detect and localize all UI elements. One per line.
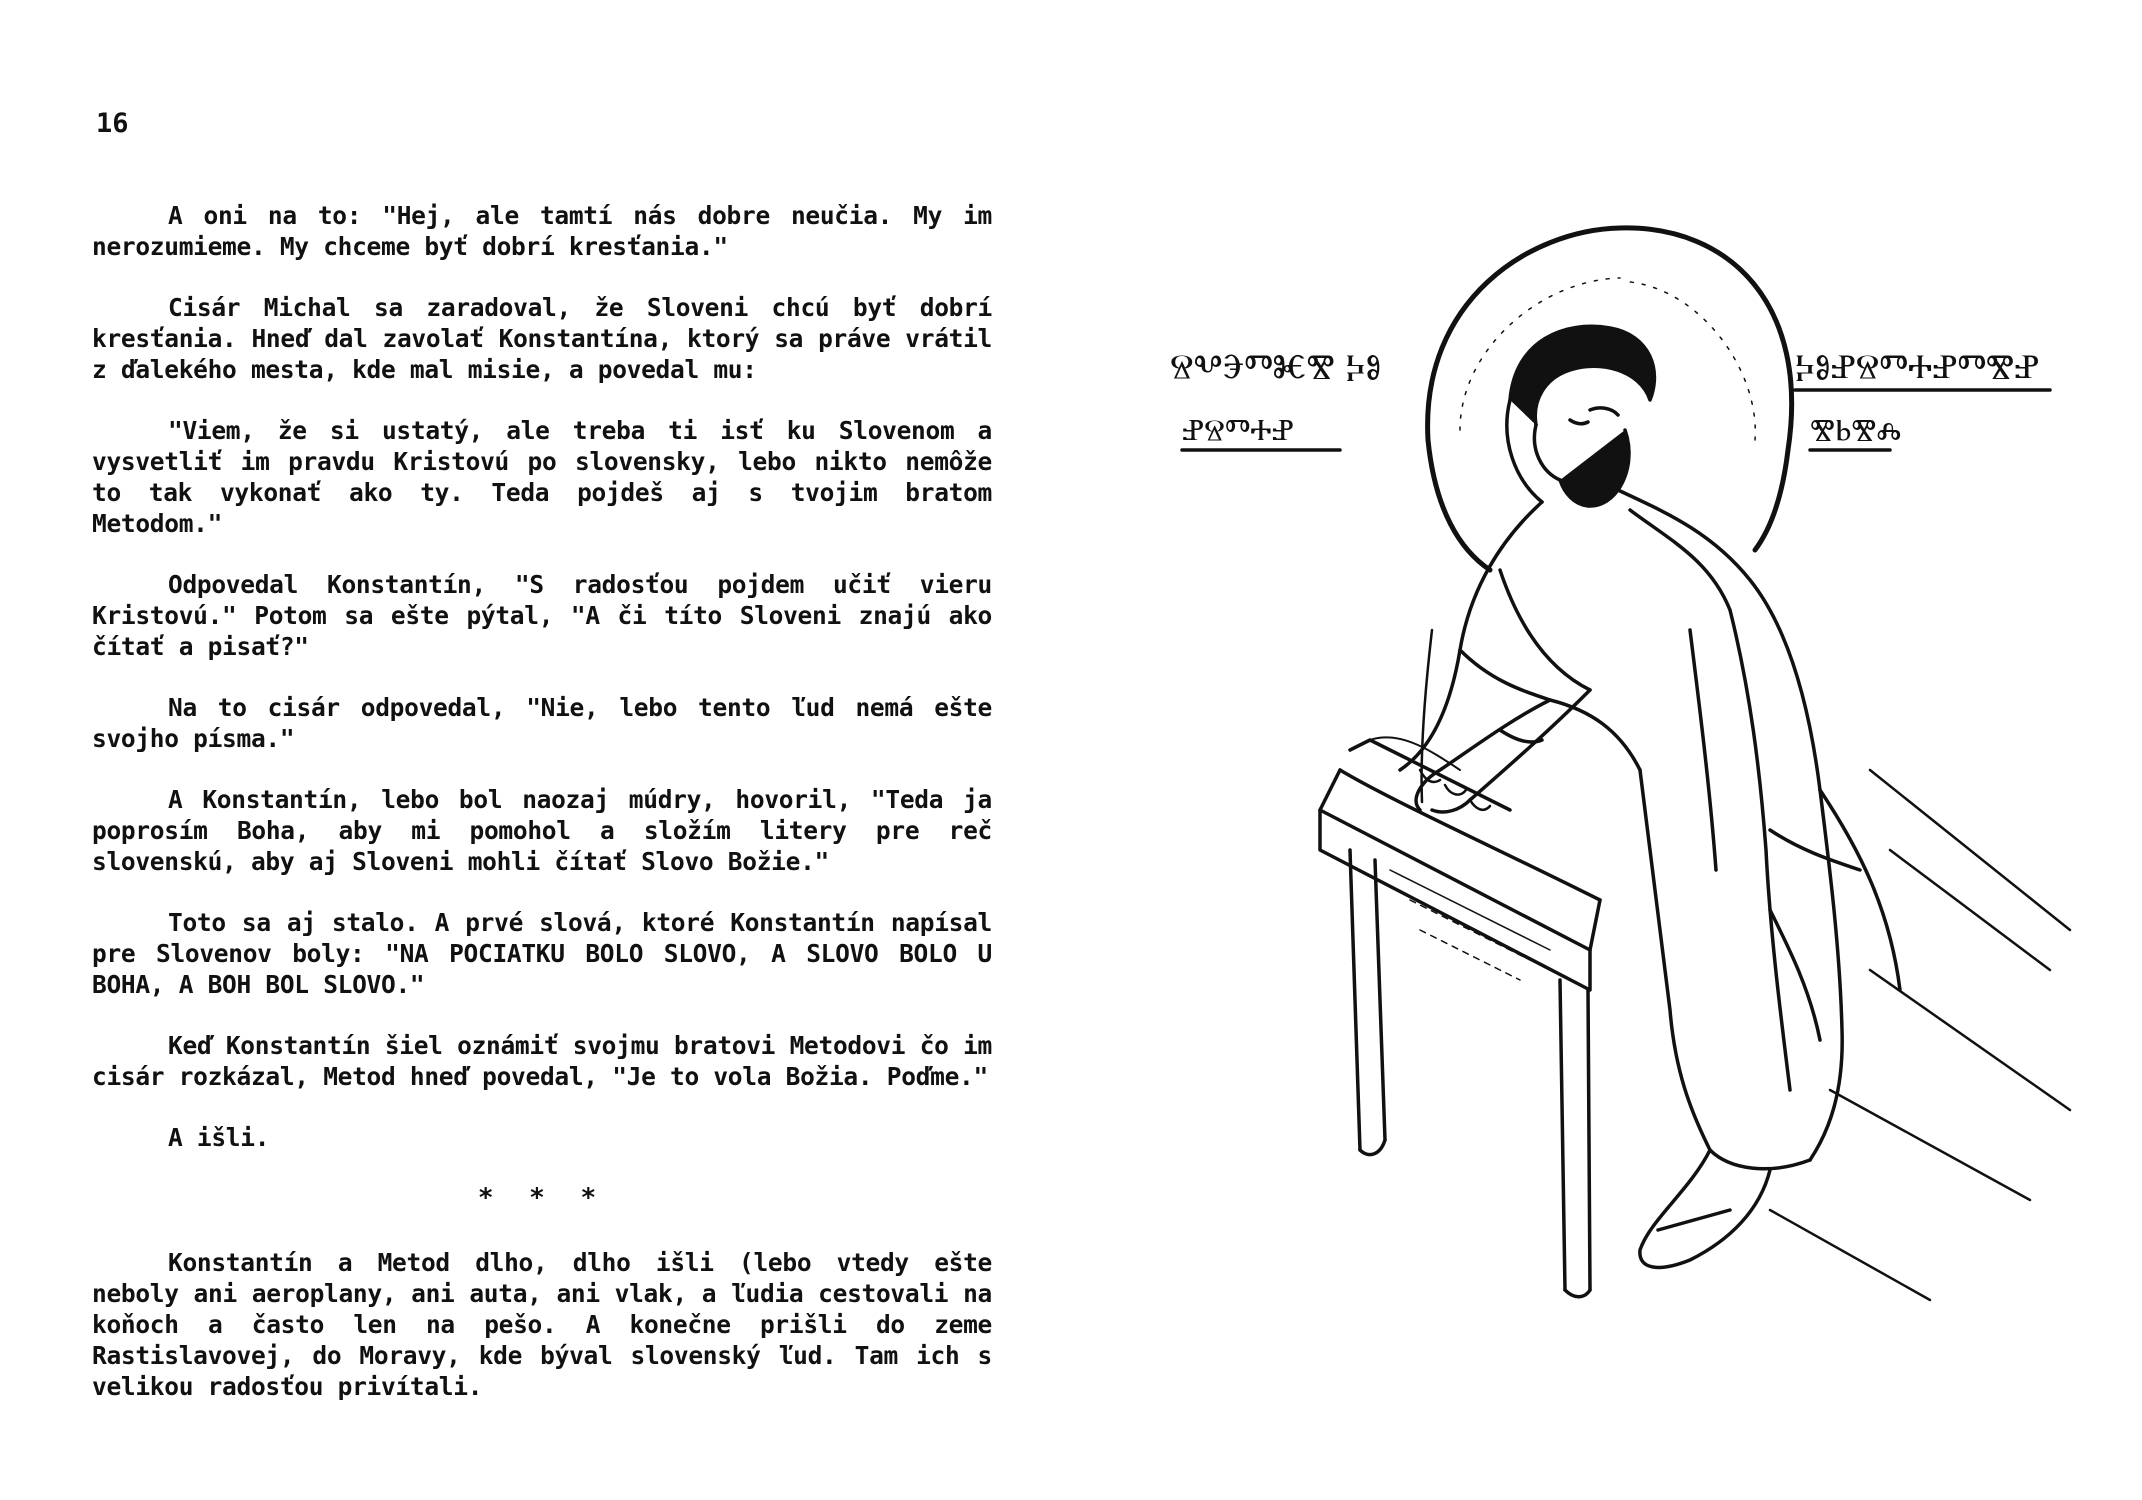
section-separator: * * * (477, 1183, 607, 1213)
paragraph: "Viem, že si ustatý, ale treba ti isť ku Slovenom a vysvetliť im pravdu Kristovú po slovensky, lebo nikto nemôže to tak vykonať ako ty. Teda pojdeš aj s tvojim bratom Metodom." (92, 416, 992, 538)
saint-illustration (1170, 210, 2130, 1360)
paragraph: A oni na to: "Hej, ale tamtí nás dobre neučia. My im nerozumieme. My chceme byť dobrí kresťania." (92, 201, 992, 261)
paragraph: Toto sa aj stalo. A prvé slová, ktoré Konstantín napísal pre Slovenov boly: "NA POCIATKU BOLO SLOVO, A SLOVO BOLO U BOHA, A BOH BOL SLOVO." (92, 908, 992, 999)
caption-right-line2: ⰊⰓⰊⰎ (1810, 413, 1902, 448)
writing-arm (1416, 630, 1590, 812)
caption-right-line1: ⰍⰑⰐⰔⰕⰀⰐⰕⰊⰐ (1795, 347, 2040, 387)
floor-lines (1770, 770, 2070, 1300)
head (1507, 326, 1655, 506)
text-column (92, 200, 992, 1432)
caption-left-line1: ⰔⰂⰅⰕⰨⰊ ⰍⰑ (1170, 347, 1382, 387)
paragraph: A išli. (168, 1123, 270, 1152)
closing-paragraph: Konstantín a Metod dlho, dlho išli (lebo vtedy ešte neboly ani aeroplany, ani auta, ani vlak, a ľudia cestovali na koňoch a často len na pešo. A konečne prišli do zeme Rastislavovej, do Moravy, kde býval slovenský ľud. Tam ich s velikou radosťou privítali. (92, 1248, 992, 1401)
writing-desk (1320, 737, 1600, 1296)
paragraph: Odpovedal Konstantín, "S radosťou pojdem učiť vieru Kristovú." Potom sa ešte pýtal, "A či títo Sloveni znajú ako čítať a pisať?" (92, 570, 992, 661)
paragraph: Cisár Michal sa zaradoval, že Sloveni chcú byť dobrí kresťania. Hneď dal zavolať Konstantína, ktorý sa práve vrátil z ďalekého mesta, kde mal misie, a povedal mu: (92, 293, 992, 384)
paragraph: Na to cisár odpovedal, "Nie, lebo tento ľud nemá ešte svojho písma." (92, 693, 992, 753)
figure-robe (1400, 490, 1900, 1169)
page-number: 16 (96, 108, 129, 139)
caption-left-line2: ⰐⰔⰕⰀⰐ (1182, 413, 1294, 448)
paragraph: Keď Konstantín šiel oznámiť svojmu bratovi Metodovi čo im cisár rozkázal, Metod hneď povedal, "Je to vola Božia. Poďme." (92, 1031, 992, 1091)
paragraph: A Konstantín, lebo bol naozaj múdry, hovoril, "Teda ja poprosím Boha, aby mi pomohol a složím litery pre reč slovenskú, aby aj Sloveni mohli čítať Slovo Božie." (92, 785, 992, 876)
halo (1428, 228, 1792, 570)
